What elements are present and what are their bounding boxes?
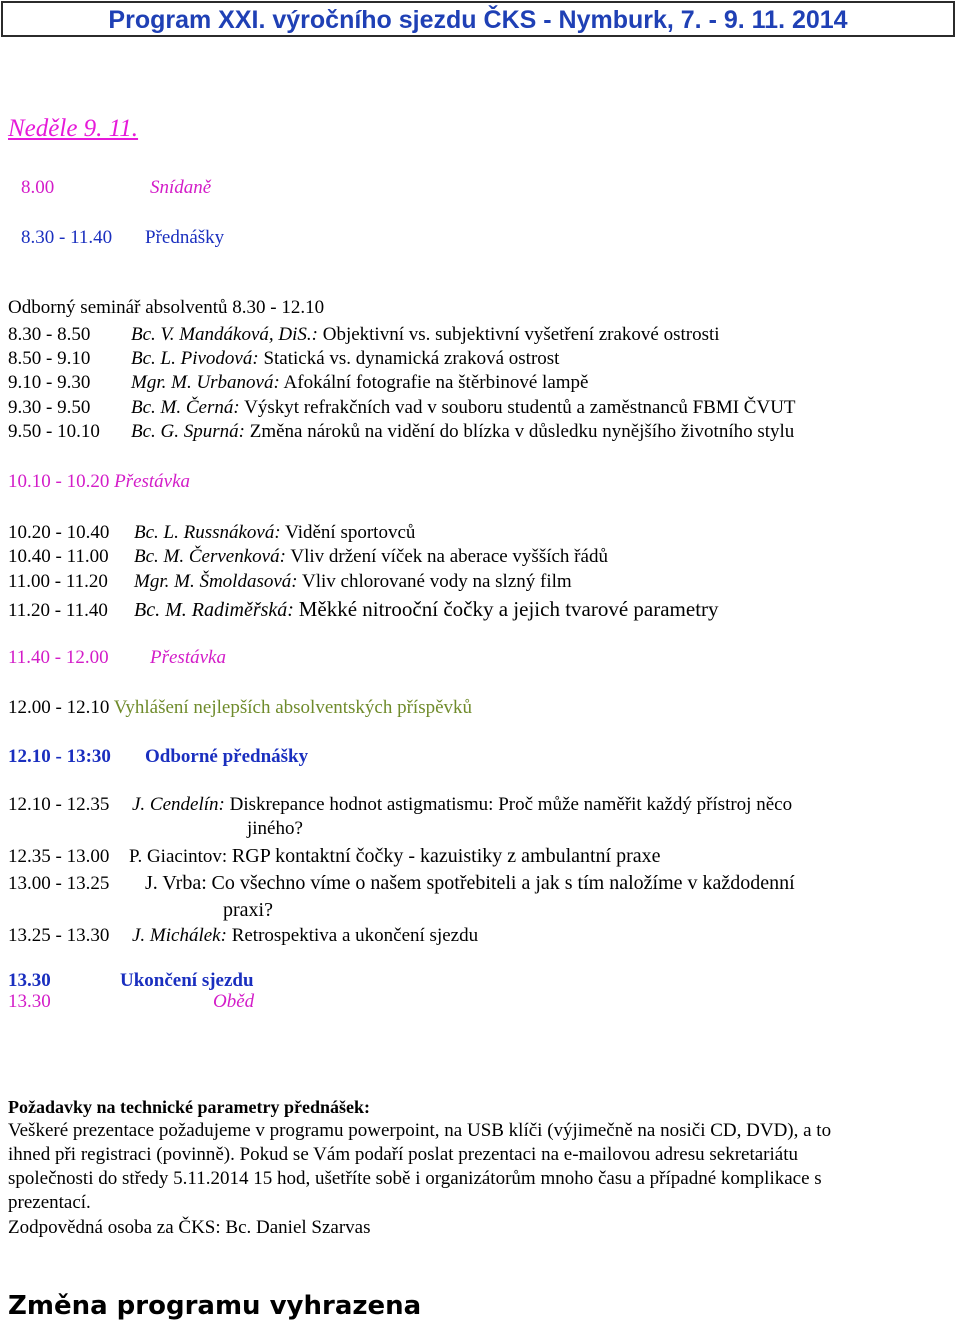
lunch-time: 13.30 — [8, 991, 51, 1012]
talk-speaker: Bc. L. Russnáková: — [134, 522, 281, 543]
awards-label: Vyhlášení nejlepších absolventských příspěvků — [113, 697, 473, 718]
schedule-item-lectures: Přednášky — [145, 227, 225, 248]
talk-speaker: Bc. M. Červenková: — [134, 546, 286, 567]
talk-topic: RGP kontaktní čočky - kazuistiky z ambulantní praxe — [231, 845, 661, 867]
talk-topic: Vliv chlorované vody na slzný film — [302, 571, 572, 592]
expert-heading — [8, 746, 308, 768]
requirements-heading: Požadavky na technické parametry přednášek: — [8, 1097, 370, 1117]
talk-time: 10.20 - 10.40 — [8, 522, 110, 543]
expert-time: 12.10 - 13:30 — [8, 746, 111, 767]
schedule-item-breakfast: Snídaně — [150, 177, 212, 198]
talk-topic: Diskrepance hodnot astigmatismu: Proč může naměřit každý přístroj něco — [229, 794, 793, 815]
talk-time: 10.40 - 11.00 — [8, 546, 109, 567]
talk-row — [8, 546, 608, 568]
talk-speaker: P. Giacintov: — [129, 846, 228, 867]
talk-speaker: Bc. L. Pivodová: — [131, 348, 259, 369]
talk-row — [8, 597, 719, 622]
talk-row — [8, 324, 720, 346]
talk-time: 12.35 - 13.00 — [8, 846, 110, 867]
talk-topic: Vliv držení víček na aberace vyšších řádů — [290, 546, 608, 567]
day-heading: Neděle 9. 11. — [8, 115, 139, 142]
talk-time: 13.25 - 13.30 — [8, 925, 110, 946]
break-row — [8, 647, 226, 669]
talk-row — [8, 522, 415, 544]
requirements-line: prezentací. — [8, 1192, 91, 1213]
page-title: Program XXI. výročního sjezdu ČKS - Nymburk, 7. - 9. 11. 2014 — [108, 6, 848, 34]
talk-time: 9.10 - 9.30 — [8, 372, 91, 393]
break-time: 10.10 - 10.20 — [8, 471, 110, 492]
talk-speaker: Bc. M. Černá: — [131, 397, 240, 418]
talk-row — [8, 397, 796, 419]
talk-speaker: J. Vrba: — [145, 872, 207, 894]
talk-time: 11.20 - 11.40 — [8, 600, 108, 621]
talk-row — [8, 348, 559, 370]
talk-time: 12.10 - 12.35 — [8, 794, 110, 815]
break-time: 11.40 - 12.00 — [8, 647, 109, 668]
contact-person: Zodpovědná osoba za ČKS: Bc. Daniel Szarvas — [8, 1217, 371, 1238]
talk-time: 8.50 - 9.10 — [8, 348, 91, 369]
talk-row — [8, 872, 795, 895]
talk-topic-continued: praxi? — [223, 899, 273, 921]
talk-speaker: Mgr. M. Urbanová: — [131, 372, 280, 393]
lunch-label: Oběd — [213, 991, 255, 1012]
schedule-time: 8.00 — [21, 177, 55, 198]
talk-speaker: Bc. V. Mandáková, DiS.: — [131, 324, 318, 345]
requirements-line: společnosti do středy 5.11.2014 15 hod, ušetříte sobě i organizátorům mnoho času a případné komplikace s — [8, 1168, 822, 1189]
talk-time: 9.30 - 9.50 — [8, 397, 91, 418]
schedule-time: 8.30 - 11.40 — [21, 227, 113, 248]
break-label: Přestávka — [114, 471, 191, 492]
talk-time: 13.00 - 13.25 — [8, 873, 110, 894]
talk-topic: Měkké nitrooční čočky a jejich tvarové parametry — [298, 597, 719, 621]
seminar-heading: Odborný seminář absolventů 8.30 - 12.10 — [8, 297, 325, 318]
closing-time: 13.30 — [8, 970, 51, 991]
talk-speaker: Bc. G. Spurná: — [131, 421, 245, 442]
closing-label: Ukončení sjezdu — [120, 970, 254, 991]
talk-topic-continued: jiného? — [247, 818, 303, 839]
talk-time: 11.00 - 11.20 — [8, 571, 108, 592]
break-row — [8, 471, 190, 493]
talk-topic: Afokální fotografie na štěrbinové lampě — [283, 372, 589, 393]
talk-row — [8, 421, 794, 443]
talk-topic: Objektivní vs. subjektivní vyšetření zrakové ostrosti — [322, 324, 720, 345]
awards-row — [8, 697, 472, 719]
talk-topic: Vidění sportovců — [285, 522, 416, 543]
talk-speaker: Mgr. M. Šmoldasová: — [134, 571, 298, 592]
talk-row — [8, 372, 588, 394]
requirements-line: ihned při registraci (povinně). Pokud se Vám podaří poslat prezentaci na e-mailovou adresu sekretariátu — [8, 1144, 798, 1165]
talk-topic: Změna nároků na vidění do blízka v důsledku nynějšího životního stylu — [249, 421, 795, 442]
awards-time: 12.00 - 12.10 — [8, 697, 110, 718]
talk-topic: Statická vs. dynamická zraková ostrost — [263, 348, 560, 369]
break-label: Přestávka — [150, 647, 226, 668]
talk-time: 9.50 - 10.10 — [8, 421, 100, 442]
talk-topic: Výskyt refrakčních vad v souboru studentů a zaměstnanců FBMI ČVUT — [244, 397, 796, 418]
talk-row — [8, 794, 792, 816]
talk-speaker: J. Michálek: — [132, 925, 227, 946]
talk-speaker: Bc. M. Radiměřská: — [134, 599, 294, 621]
talk-topic: Co všechno víme o našem spotřebiteli a jak s tím naložíme v každodenní — [211, 872, 795, 894]
program-change-notice: Změna programu vyhrazena — [8, 1291, 422, 1321]
talk-row — [8, 845, 661, 868]
talk-speaker: J. Cendelín: — [132, 794, 225, 815]
requirements-line: Veškeré prezentace požadujeme v programu powerpoint, na USB klíči (výjimečně na nosiči CD, DVD), a to — [8, 1120, 832, 1141]
talk-row — [8, 571, 572, 593]
header-banner — [1, 1, 955, 37]
expert-label: Odborné přednášky — [145, 746, 309, 767]
talk-row — [8, 925, 478, 947]
talk-topic: Retrospektiva a ukončení sjezdu — [231, 925, 479, 946]
talk-time: 8.30 - 8.50 — [8, 324, 91, 345]
